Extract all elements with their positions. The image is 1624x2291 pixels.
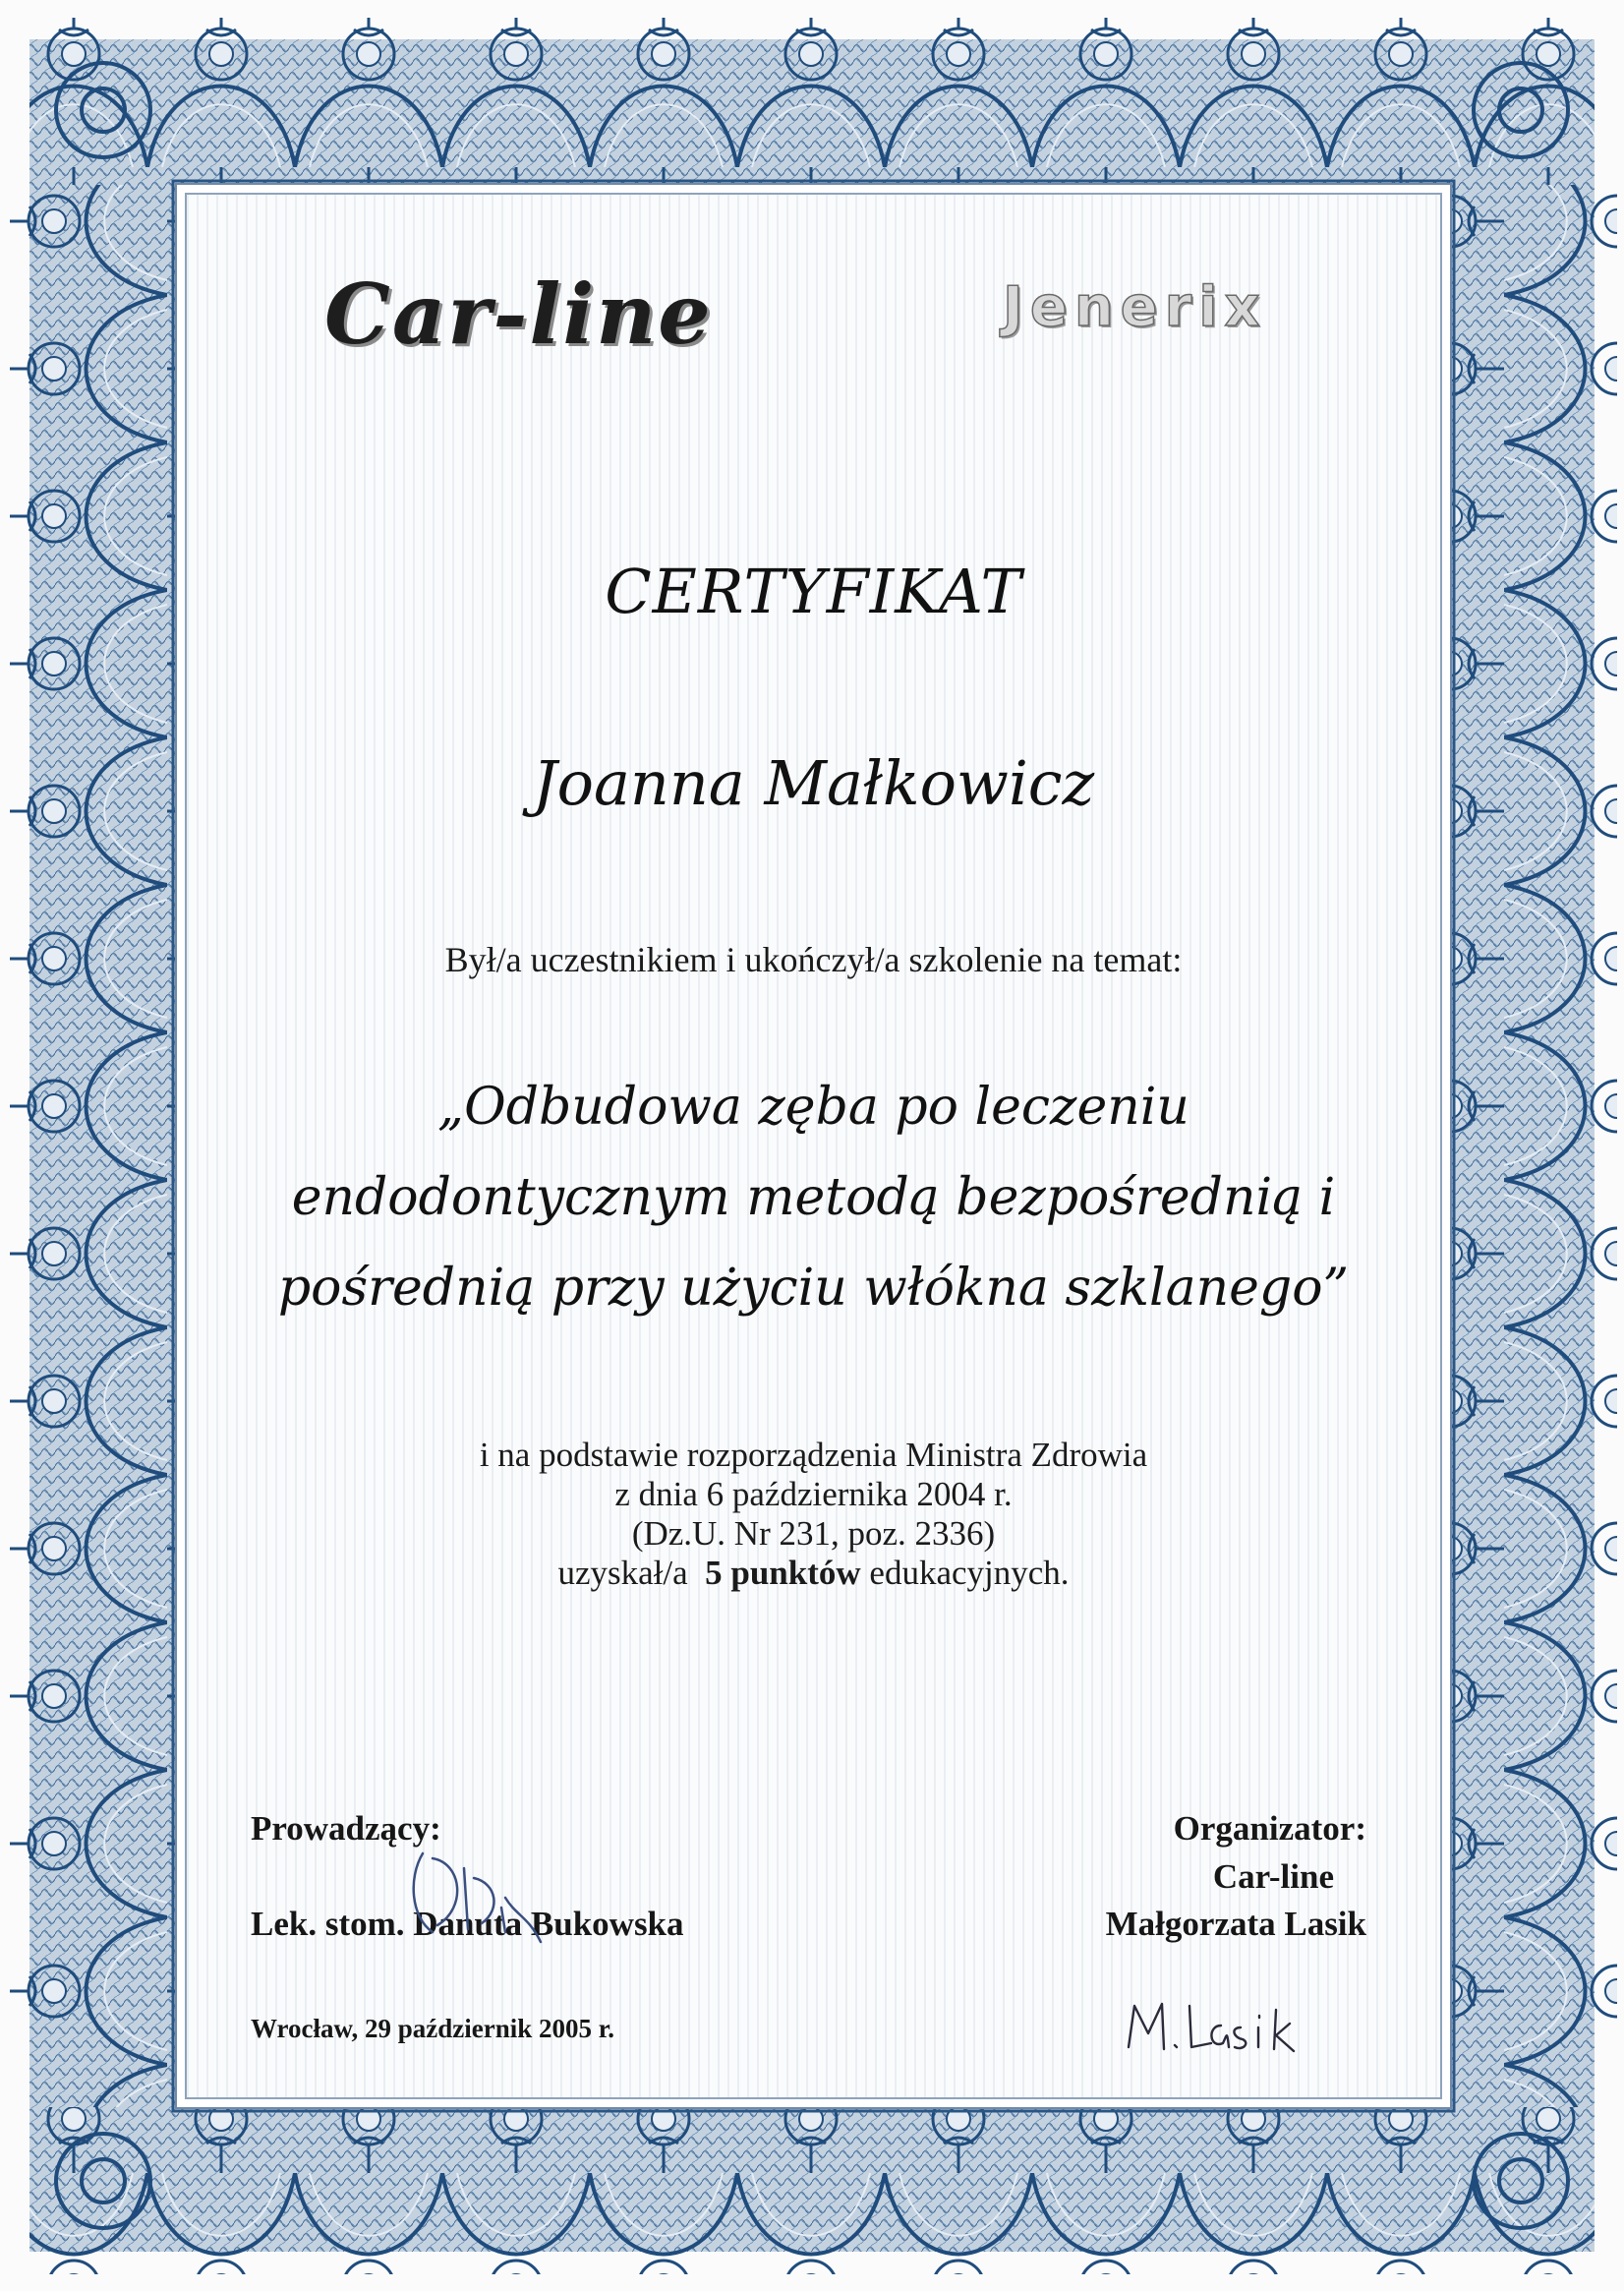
participation-statement: Był/a uczestnikiem i ukończył/a szkolenie na temat:	[444, 940, 1183, 979]
course-topic	[187, 1062, 1440, 1333]
points-value: 5 punktów	[705, 1554, 861, 1592]
leader-signature	[403, 1839, 551, 1947]
regulation-line: (Dz.U. Nr 231, poz. 2336)	[631, 1514, 996, 1553]
course-topic-line: pośrednią przy użyciu włókna szklanego”	[277, 1259, 1350, 1318]
organizer-heading: Organizator:	[1173, 1809, 1366, 1848]
points-prefix: uzyskał/a	[557, 1554, 688, 1592]
organizer-company: Car-line	[1212, 1857, 1334, 1896]
leader-name: Lek. stom. Danuta Bukowska	[251, 1905, 684, 1943]
course-topic-line: endodontycznym metodą bezpośrednią i	[291, 1168, 1336, 1227]
points-suffix: edukacyjnych.	[869, 1554, 1070, 1592]
organizer-person: Małgorzata Lasik	[1105, 1905, 1366, 1943]
recipient-name: Joanna Małkowicz	[532, 747, 1095, 819]
points-line	[187, 1554, 1440, 1593]
certificate-title: CERTYFIKAT	[605, 556, 1022, 627]
regulation-statement	[187, 1436, 1440, 1593]
course-topic-line: „Odbudowa zęba po leczeniu	[437, 1078, 1189, 1137]
regulation-line: i na podstawie rozporządzenia Ministra Zdrowia	[479, 1436, 1148, 1474]
organizer-signature	[1121, 1986, 1317, 2075]
jenerix-logo: Jenerix	[1003, 275, 1267, 339]
regulation-line: z dnia 6 października 2004 r.	[614, 1475, 1013, 1513]
place-and-date: Wrocław, 29 październik 2005 r.	[251, 2014, 615, 2043]
leader-heading: Prowadzący:	[251, 1809, 441, 1848]
car-line-logo: Car-line	[324, 265, 713, 363]
